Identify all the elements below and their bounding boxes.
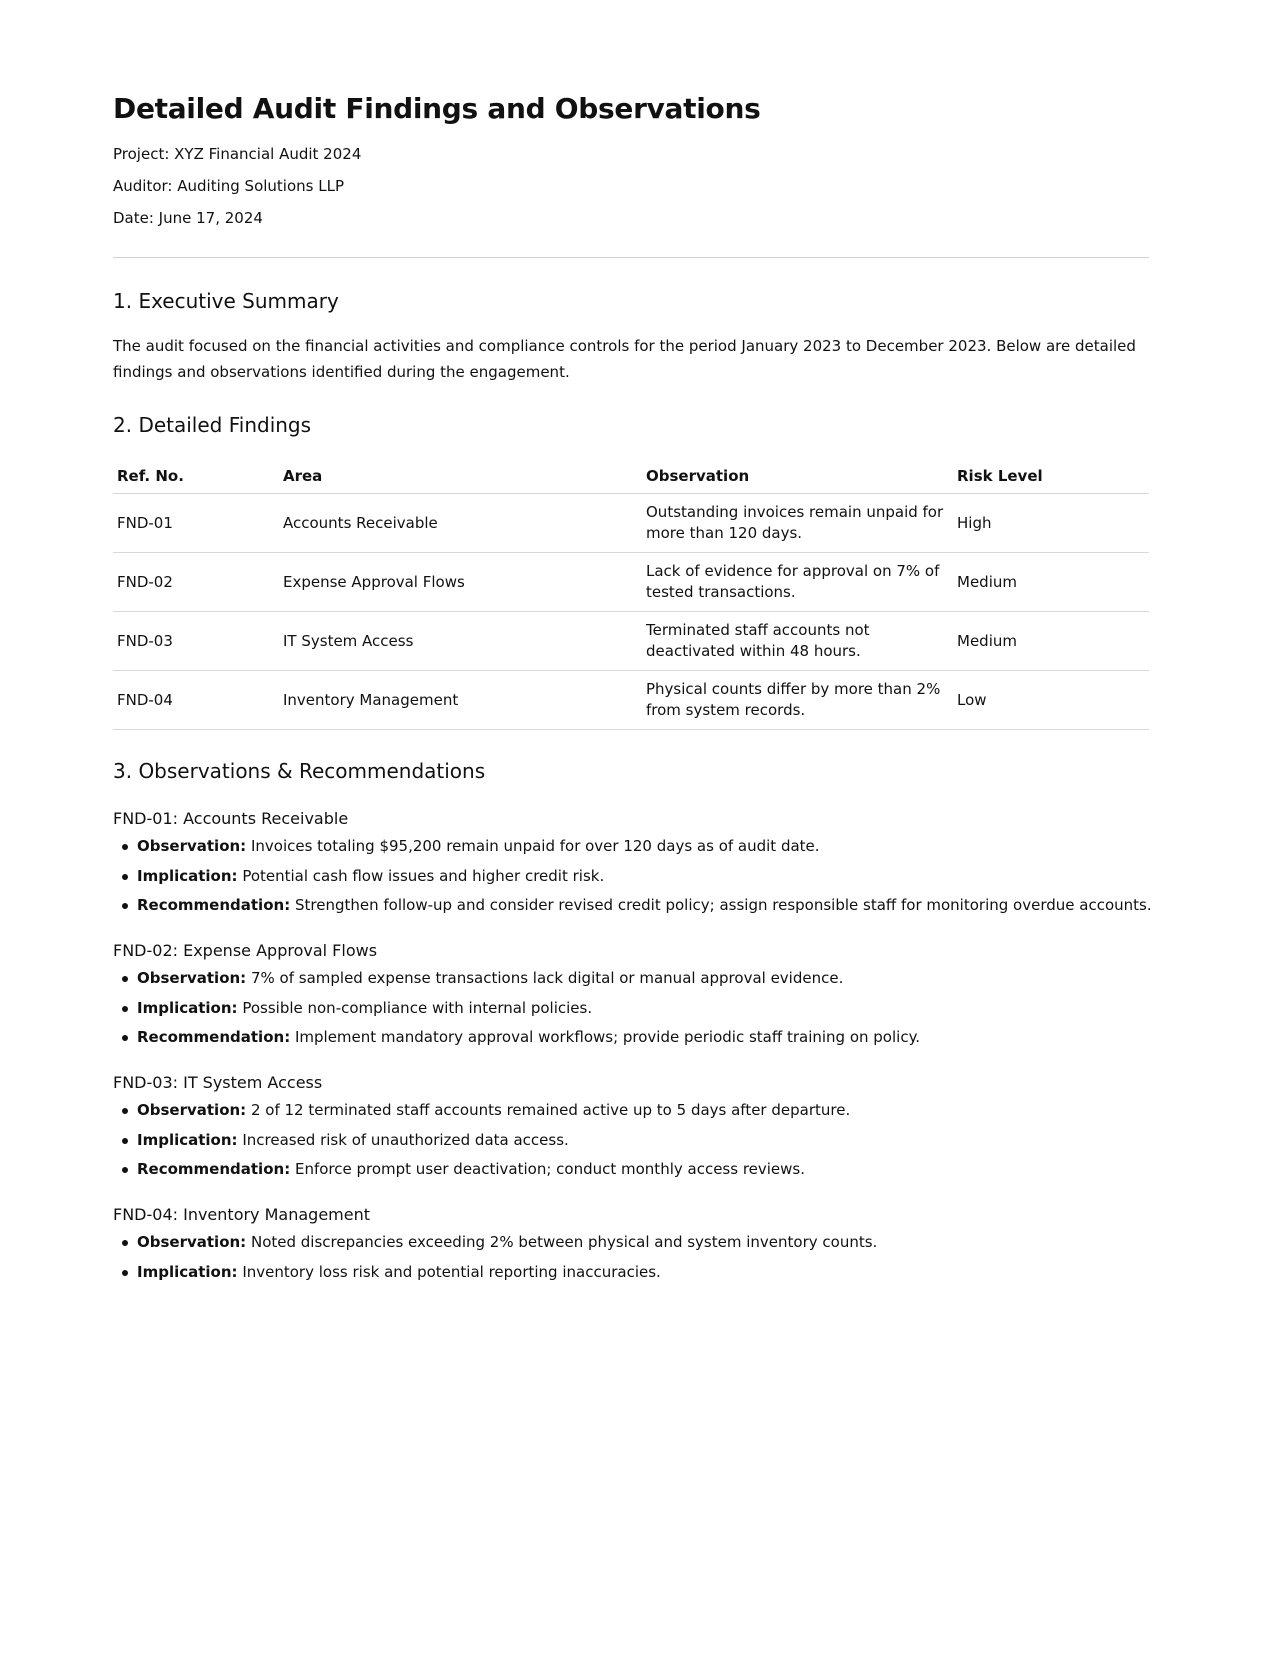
implication-label: Implication: [137,998,238,1017]
area-cell: Inventory Management [279,671,642,730]
finding-block-fnd-01 [113,806,1152,921]
column-header-risk: Risk Level [953,459,1149,494]
page-cutoff-area [0,1300,1263,1660]
finding-title: FND-03: IT System Access [113,1073,323,1092]
recommendation-label: Recommendation: [137,1028,291,1046]
finding-bullet-list [113,832,1152,921]
table-row [113,671,1149,730]
column-header-ref: Ref. No. [113,459,279,494]
finding-bullet-list [113,964,1149,1053]
risk-cell: High [953,494,1149,553]
page-title: Detailed Audit Findings and Observations [113,92,761,125]
implication-text: Potential cash flow issues and higher credit risk. [242,866,605,885]
finding-block-fnd-03 [113,1070,1149,1185]
observation-text: 2 of 12 terminated staff accounts remained active up to 5 days after departure. [250,1101,851,1119]
executive-summary-heading: 1. Executive Summary [113,289,339,313]
risk-cell: Medium [953,553,1149,612]
ref-cell: FND-01 [113,494,279,553]
auditor-line: Auditor: Auditing Solutions LLP [113,177,344,195]
header-divider [113,257,1149,258]
table-row [113,612,1149,671]
column-header-area: Area [279,459,642,494]
observation-cell: Outstanding invoices remain unpaid for more than 120 days. [642,494,953,553]
risk-cell: Medium [953,612,1149,671]
implication-text: Possible non-compliance with internal policies. [242,998,593,1017]
list-item [137,891,1152,921]
observation-text: Noted discrepancies exceeding 2% between physical and system inventory counts. [250,1233,878,1251]
date-line: Date: June 17, 2024 [113,209,263,227]
detailed-findings-heading: 2. Detailed Findings [113,413,312,437]
table-header-row [113,459,1149,494]
implication-text: Increased risk of unauthorized data access. [242,1130,569,1149]
list-item [137,862,1149,892]
project-line: Project: XYZ Financial Audit 2024 [113,145,362,163]
area-cell: IT System Access [279,612,642,671]
recommendation-text: Enforce prompt user deactivation; conduct monthly access reviews. [294,1160,806,1178]
implication-label: Implication: [137,1262,238,1281]
list-item [137,1096,1149,1126]
area-cell: Expense Approval Flows [279,553,642,612]
recommendation-text: Implement mandatory approval workflows; provide periodic staff training on policy. [294,1028,921,1046]
observation-cell: Physical counts differ by more than 2% from system records. [642,671,953,730]
observation-label: Observation: [137,1233,247,1251]
observation-text: 7% of sampled expense transactions lack digital or manual approval evidence. [250,969,844,987]
implication-text: Inventory loss risk and potential reporting inaccuracies. [242,1262,661,1281]
list-item [137,1228,1149,1258]
list-item [137,994,1149,1024]
list-item [137,1258,1149,1288]
observation-label: Observation: [137,969,247,987]
finding-title: FND-02: Expense Approval Flows [113,941,378,960]
ref-cell: FND-04 [113,671,279,730]
ref-cell: FND-03 [113,612,279,671]
finding-title: FND-01: Accounts Receivable [113,809,349,828]
findings-table [113,459,1149,730]
executive-summary-text: The audit focused on the financial activities and compliance controls for the period January 2023 to December 2023. Below are detailed findings and observations identified during the engagement. [113,337,1136,381]
recommendation-label: Recommendation: [137,896,291,914]
observations-heading: 3. Observations & Recommendations [113,759,486,783]
finding-bullet-list [113,1228,1149,1287]
table-row [113,553,1149,612]
observation-label: Observation: [137,1101,247,1119]
recommendation-text: Strengthen follow-up and consider revised credit policy; assign responsible staff for monitoring overdue accounts. [294,896,1152,914]
implication-label: Implication: [137,1130,238,1149]
observation-cell: Terminated staff accounts not deactivated within 48 hours. [642,612,953,671]
recommendation-label: Recommendation: [137,1160,291,1178]
list-item [137,1155,1149,1185]
list-item [137,1126,1149,1156]
finding-block-fnd-04 [113,1202,1149,1287]
finding-bullet-list [113,1096,1149,1185]
list-item [137,1023,1149,1053]
observation-cell: Lack of evidence for approval on 7% of tested transactions. [642,553,953,612]
implication-label: Implication: [137,866,238,885]
finding-title: FND-04: Inventory Management [113,1205,371,1224]
risk-cell: Low [953,671,1149,730]
ref-cell: FND-02 [113,553,279,612]
column-header-observation: Observation [642,459,953,494]
observation-text: Invoices totaling $95,200 remain unpaid for over 120 days as of audit date. [250,837,820,855]
area-cell: Accounts Receivable [279,494,642,553]
table-row [113,494,1149,553]
observation-label: Observation: [137,837,247,855]
finding-block-fnd-02 [113,938,1149,1053]
list-item [137,832,1149,862]
list-item [137,964,1149,994]
